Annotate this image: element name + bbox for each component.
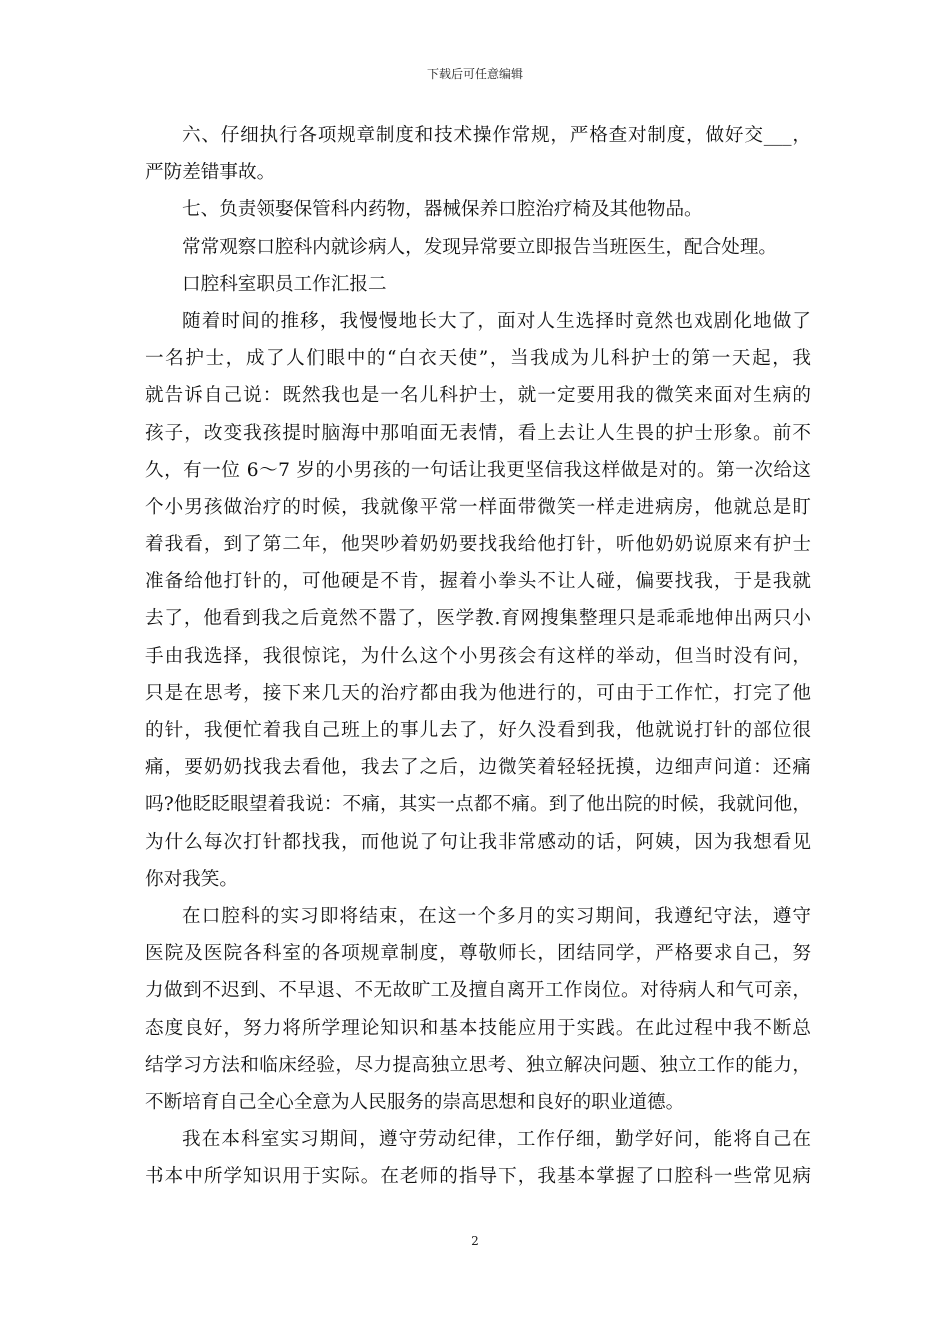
section-heading: 口腔科室职员工作汇报二 — [182, 273, 387, 295]
text-line: 孩子，改变我孩提时脑海中那咱面无表情，看上去让人生畏的护士形象。前不 — [145, 422, 811, 444]
text-line: 态度良好，努力将所学理论知识和基本技能应用于实践。在此过程中我不断总 — [145, 1017, 811, 1039]
paragraph-observe — [145, 229, 811, 266]
text-line: 力做到不迟到、不早退、不无故旷工及擅自离开工作岗位。对待病人和气可亲， — [145, 980, 811, 1002]
text-line: 我在本科室实习期间，遵守劳动纪律，工作仔细，勤学好问，能将自己在 — [182, 1129, 811, 1151]
page-header: 下载后可任意编辑 — [426, 67, 523, 81]
text-line: 七、负责领娶保管科内药物，器械保养口腔治疗椅及其他物品。 — [182, 199, 703, 221]
text-line: 准备给他打针的，可他硬是不肯，握着小拳头不让人碰，偏要找我，于是我就 — [145, 571, 811, 593]
text-line: 医院及医院各科室的各项规章制度，尊敬师长，团结同学，严格要求自己，努 — [145, 943, 811, 965]
paragraph-rule-7 — [145, 191, 811, 228]
section-title — [145, 266, 811, 303]
page-number: 2 — [471, 1234, 479, 1248]
text-line: 手由我选择，我很惊诧，为什么这个小男孩会有这样的举动，但当时没有问， — [145, 645, 811, 667]
text-line: 就告诉自己说：既然我也是一名儿科护士，就一定要用我的微笑来面对生病的 — [145, 385, 811, 407]
text-line: 结学习方法和临床经验，尽力提高独立思考、独立解决问题、独立工作的能力， — [145, 1054, 811, 1076]
text-line: 书本中所学知识用于实际。在老师的指导下，我基本掌握了口腔科一些常见病 — [145, 1166, 811, 1188]
paragraph-rule-6 — [145, 117, 811, 191]
text-line: 常常观察口腔科内就诊病人，发现异常要立即报告当班医生，配合处理。 — [182, 236, 778, 258]
text-line: 个小男孩做治疗的时候，我就像平常一样面带微笑一样走进病房，他就总是盯 — [145, 496, 811, 518]
text-line: 只是在思考，接下来几天的治疗都由我为他进行的，可由于工作忙，打完了他 — [145, 682, 811, 704]
text-line: 六、仔细执行各项规章制度和技术操作常规，严格查对制度，做好交___， — [182, 125, 811, 146]
text-line: 着我看，到了第二年，他哭吵着奶奶要找我给他打针，听他奶奶说原来有护士 — [145, 534, 811, 556]
text-line: 去了，他看到我之后竟然不嚣了，医学教.育网搜集整理只是乖乖地伸出两只小 — [145, 608, 811, 630]
text-line: 不断培育自己全心全意为人民服务的崇高思想和良好的职业道德。 — [145, 1091, 685, 1113]
text-line: 的针，我便忙着我自己班上的事儿去了，好久没看到我，他就说打针的部位很 — [145, 720, 811, 741]
text-line: 一名护士，成了人们眼中的“白衣天使”，当我成为儿科护士的第一天起，我 — [145, 348, 811, 370]
text-line: 为什么每次打针都找我，而他说了句让我非常感动的话，阿姨，因为我想看见 — [145, 831, 811, 853]
document-body — [145, 117, 811, 1195]
paragraph-internship — [145, 898, 811, 1121]
text-line: 久，有一位 6～7 岁的小男孩的一句话让我更坚信我这样做是对的。第一次给这 — [145, 459, 811, 481]
text-line: 痛，要奶奶找我去看他，我去了之后，边微笑着轻轻抚摸，边细声问道：还痛 — [145, 757, 811, 779]
text-line: 严防差错事故。 — [145, 162, 276, 184]
text-line: 你对我笑。 — [145, 868, 238, 890]
text-line: 在口腔科的实习即将结束，在这一个多月的实习期间，我遵纪守法，遵守 — [182, 905, 811, 927]
paragraph-narrative — [145, 303, 811, 898]
text-line: 随着时间的推移，我慢慢地长大了，面对人生选择时竟然也戏剧化地做了 — [182, 310, 811, 332]
text-line: 吗?他眨眨眼望着我说：不痛，其实一点都不痛。到了他出院的时候，我就问他， — [145, 794, 811, 816]
paragraph-discipline — [145, 1121, 811, 1195]
